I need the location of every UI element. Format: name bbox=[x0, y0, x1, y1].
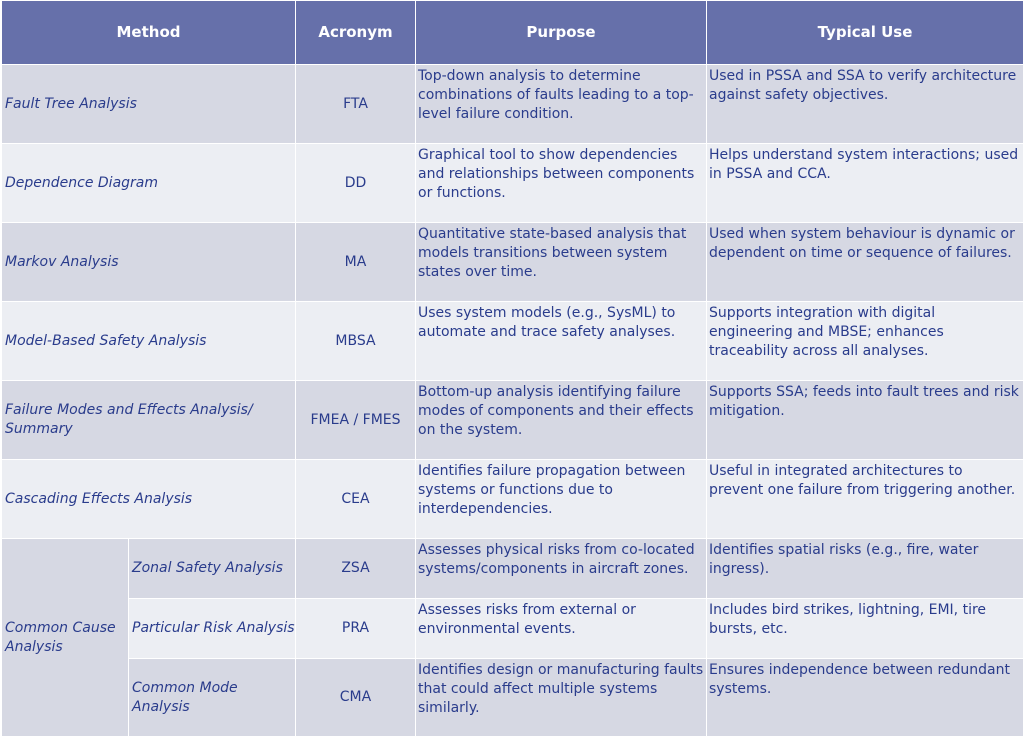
table-row bbox=[2, 65, 1024, 144]
typical-use-cell: Supports SSA; feeds into fault trees and risk mitigation. bbox=[707, 381, 1024, 460]
table-row bbox=[2, 144, 1024, 223]
sub-method-cell: Particular Risk Analysis bbox=[129, 599, 296, 659]
purpose-cell: Identifies design or manufacturing faults that could affect multiple systems similarly. bbox=[416, 659, 707, 737]
method-cell: Cascading Effects Analysis bbox=[2, 460, 296, 539]
typical-use-cell: Identifies spatial risks (e.g., fire, water ingress). bbox=[707, 539, 1024, 599]
purpose-cell: Top-down analysis to determine combinations of faults leading to a top-level failure condition. bbox=[416, 65, 707, 144]
typical-use-cell: Helps understand system interactions; used in PSSA and CCA. bbox=[707, 144, 1024, 223]
purpose-cell: Assesses risks from external or environmental events. bbox=[416, 599, 707, 659]
typical-use-cell: Ensures independence between redundant systems. bbox=[707, 659, 1024, 737]
typical-use-cell: Supports integration with digital engineering and MBSE; enhances traceability across all analyses. bbox=[707, 302, 1024, 381]
acronym-cell: DD bbox=[296, 144, 416, 223]
purpose-cell: Uses system models (e.g., SysML) to automate and trace safety analyses. bbox=[416, 302, 707, 381]
acronym-cell: CEA bbox=[296, 460, 416, 539]
method-cell: Model-Based Safety Analysis bbox=[2, 302, 296, 381]
acronym-cell: CMA bbox=[296, 659, 416, 737]
purpose-cell: Graphical tool to show dependencies and relationships between components or functions. bbox=[416, 144, 707, 223]
header-method: Method bbox=[2, 1, 296, 65]
method-cell: Markov Analysis bbox=[2, 223, 296, 302]
typical-use-cell: Includes bird strikes, lightning, EMI, tire bursts, etc. bbox=[707, 599, 1024, 659]
table-row bbox=[2, 539, 1024, 599]
table-row bbox=[2, 460, 1024, 539]
sub-method-cell: Zonal Safety Analysis bbox=[129, 539, 296, 599]
method-cell: Dependence Diagram bbox=[2, 144, 296, 223]
header-typical-use: Typical Use bbox=[707, 1, 1024, 65]
typical-use-cell: Used in PSSA and SSA to verify architecture against safety objectives. bbox=[707, 65, 1024, 144]
sub-method-cell: Common Mode Analysis bbox=[129, 659, 296, 737]
acronym-cell: ZSA bbox=[296, 539, 416, 599]
header-purpose: Purpose bbox=[416, 1, 707, 65]
acronym-cell: MA bbox=[296, 223, 416, 302]
method-cell: Fault Tree Analysis bbox=[2, 65, 296, 144]
table-row bbox=[2, 302, 1024, 381]
typical-use-cell: Used when system behaviour is dynamic or dependent on time or sequence of failures. bbox=[707, 223, 1024, 302]
purpose-cell: Bottom-up analysis identifying failure modes of components and their effects on the system. bbox=[416, 381, 707, 460]
table-row bbox=[2, 599, 1024, 659]
table-row bbox=[2, 223, 1024, 302]
purpose-cell: Identifies failure propagation between systems or functions due to interdependencies. bbox=[416, 460, 707, 539]
header-acronym: Acronym bbox=[296, 1, 416, 65]
purpose-cell: Assesses physical risks from co-located systems/components in aircraft zones. bbox=[416, 539, 707, 599]
acronym-cell: FMEA / FMES bbox=[296, 381, 416, 460]
acronym-cell: PRA bbox=[296, 599, 416, 659]
acronym-cell: FTA bbox=[296, 65, 416, 144]
analysis-methods-table bbox=[1, 0, 1024, 737]
typical-use-cell: Useful in integrated architectures to prevent one failure from triggering another. bbox=[707, 460, 1024, 539]
table-row bbox=[2, 659, 1024, 737]
table-row bbox=[2, 381, 1024, 460]
purpose-cell: Quantitative state-based analysis that models transitions between system states over time. bbox=[416, 223, 707, 302]
method-cell: Failure Modes and Effects Analysis/ Summary bbox=[2, 381, 296, 460]
header-row bbox=[2, 1, 1024, 65]
acronym-cell: MBSA bbox=[296, 302, 416, 381]
common-cause-group-label: Common Cause Analysis bbox=[2, 539, 129, 737]
